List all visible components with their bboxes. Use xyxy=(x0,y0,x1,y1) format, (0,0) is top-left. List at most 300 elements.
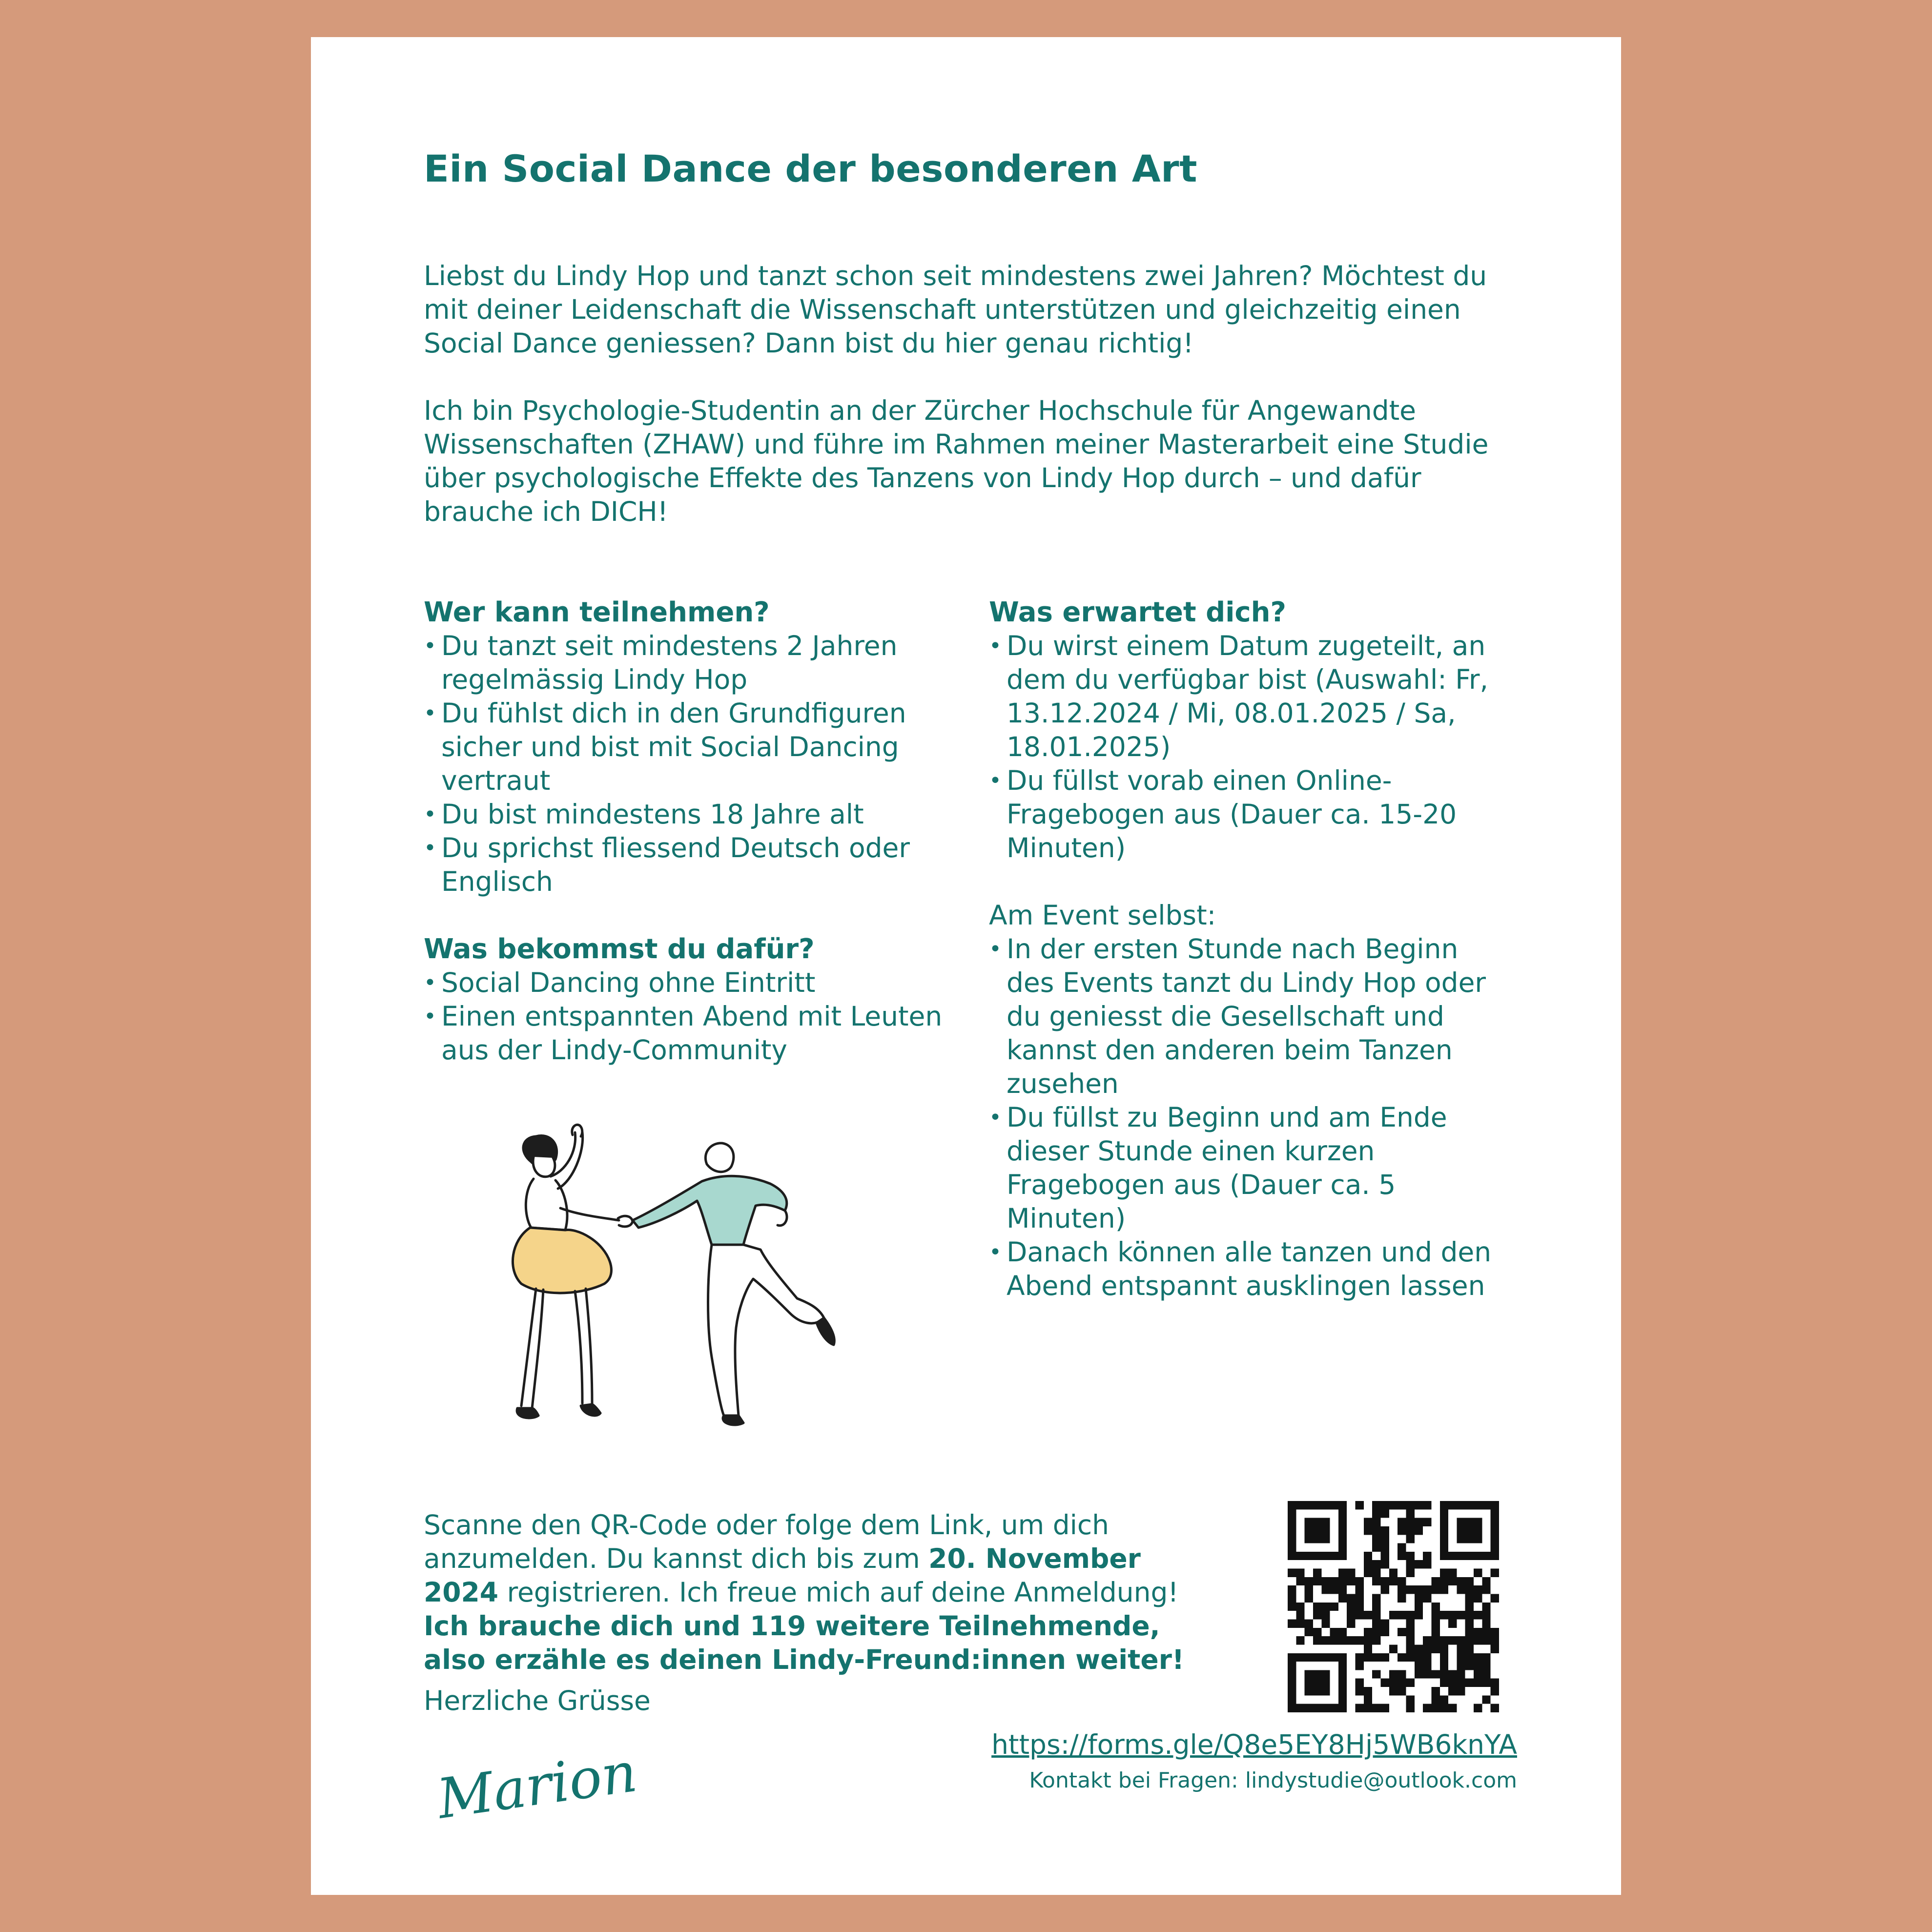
list-item: • Du fühlst dich in den Grundfiguren sicher und bist mit Social Dancing vertraut xyxy=(424,697,946,798)
qr-module xyxy=(1330,1552,1338,1560)
cta-bold: Ich brauche dich und 119 weitere Teilnehmende, also erzähle es deinen Lindy-Freund:innen weiter! xyxy=(424,1610,1184,1675)
qr-module xyxy=(1431,1603,1439,1611)
qr-module xyxy=(1482,1670,1490,1678)
qr-module xyxy=(1440,1543,1448,1552)
qr-module xyxy=(1398,1653,1406,1662)
qr-module xyxy=(1364,1687,1372,1695)
qr-module xyxy=(1313,1569,1321,1577)
qr-module xyxy=(1465,1653,1474,1662)
qr-module xyxy=(1330,1603,1338,1611)
signup-link[interactable]: https://forms.gle/Q8e5EY8Hj5WB6knYA xyxy=(991,1729,1517,1760)
qr-module xyxy=(1321,1670,1330,1678)
qr-module xyxy=(1338,1501,1347,1509)
qr-module xyxy=(1457,1577,1465,1585)
qr-module xyxy=(1398,1628,1406,1636)
qr-module xyxy=(1347,1569,1355,1577)
reward-list xyxy=(424,966,946,1067)
qr-module xyxy=(1406,1636,1414,1644)
qr-module xyxy=(1457,1636,1465,1644)
qr-module xyxy=(1465,1501,1474,1509)
qr-module xyxy=(1482,1611,1490,1619)
qr-module xyxy=(1321,1636,1330,1644)
qr-module xyxy=(1491,1679,1499,1687)
man-head xyxy=(705,1143,734,1172)
qr-module xyxy=(1313,1611,1321,1619)
qr-module xyxy=(1305,1594,1313,1603)
qr-module xyxy=(1406,1518,1414,1526)
qr-module xyxy=(1296,1577,1304,1585)
qr-module xyxy=(1305,1687,1313,1695)
qr-module xyxy=(1423,1585,1431,1594)
qr-module xyxy=(1338,1552,1347,1560)
qr-module xyxy=(1313,1687,1321,1695)
qr-module xyxy=(1347,1611,1355,1619)
qr-module xyxy=(1381,1509,1389,1518)
qr-module xyxy=(1372,1636,1380,1644)
qr-module xyxy=(1288,1552,1296,1560)
qr-module xyxy=(1398,1687,1406,1695)
qr-module xyxy=(1389,1679,1398,1687)
qr-module xyxy=(1338,1695,1347,1704)
qr-module xyxy=(1398,1577,1406,1585)
qr-code[interactable] xyxy=(1288,1501,1499,1712)
qr-module xyxy=(1338,1704,1347,1712)
qr-module xyxy=(1423,1670,1431,1678)
qr-module xyxy=(1372,1619,1380,1627)
qr-module xyxy=(1440,1670,1448,1678)
qr-module xyxy=(1330,1636,1338,1644)
qr-module xyxy=(1364,1611,1372,1619)
qr-module xyxy=(1482,1585,1490,1594)
qr-module xyxy=(1389,1569,1398,1577)
qr-module xyxy=(1474,1704,1482,1712)
qr-module xyxy=(1474,1611,1482,1619)
qr-module xyxy=(1338,1569,1347,1577)
qr-module xyxy=(1288,1670,1296,1678)
qr-module xyxy=(1398,1594,1406,1603)
joined-hands xyxy=(618,1216,633,1227)
man-hand-back xyxy=(778,1211,787,1226)
qr-module xyxy=(1372,1603,1380,1611)
qr-module xyxy=(1406,1628,1414,1636)
woman-hand-up xyxy=(572,1125,582,1136)
qr-module xyxy=(1356,1662,1364,1670)
qr-module xyxy=(1364,1636,1372,1644)
qr-module xyxy=(1288,1704,1296,1712)
qr-module xyxy=(1491,1636,1499,1644)
flyer-page xyxy=(311,37,1621,1895)
qr-module xyxy=(1338,1653,1347,1662)
qr-module xyxy=(1389,1644,1398,1653)
who-list xyxy=(424,629,946,899)
qr-module xyxy=(1389,1611,1398,1619)
qr-module xyxy=(1372,1560,1380,1568)
qr-module xyxy=(1356,1603,1364,1611)
qr-module xyxy=(1364,1704,1372,1712)
qr-module xyxy=(1381,1679,1389,1687)
qr-module xyxy=(1457,1585,1465,1594)
qr-module xyxy=(1431,1619,1439,1627)
qr-module xyxy=(1474,1501,1482,1509)
expect-list xyxy=(989,629,1511,865)
qr-module xyxy=(1440,1509,1448,1518)
qr-module xyxy=(1474,1552,1482,1560)
qr-module xyxy=(1338,1509,1347,1518)
qr-module xyxy=(1491,1552,1499,1560)
qr-module xyxy=(1381,1585,1389,1594)
woman-arm-out xyxy=(560,1208,619,1220)
qr-module xyxy=(1474,1585,1482,1594)
qr-module xyxy=(1296,1501,1304,1509)
qr-module xyxy=(1296,1552,1304,1560)
qr-module xyxy=(1313,1636,1321,1644)
signature-text: Marion xyxy=(433,1740,641,1831)
list-item: • Danach können alle tanzen und den Abend entspannt ausklingen lassen xyxy=(989,1235,1511,1303)
qr-module xyxy=(1321,1577,1330,1585)
qr-module xyxy=(1330,1577,1338,1585)
qr-module xyxy=(1288,1585,1296,1594)
qr-module xyxy=(1330,1653,1338,1662)
qr-module xyxy=(1482,1636,1490,1644)
qr-module xyxy=(1440,1552,1448,1560)
qr-module xyxy=(1313,1653,1321,1662)
cta-text-2: registrieren. Ich freue mich auf deine Anmeldung! xyxy=(507,1577,1179,1608)
qr-module xyxy=(1296,1636,1304,1644)
flyer-content xyxy=(424,146,1517,1831)
qr-module xyxy=(1482,1662,1490,1670)
qr-module xyxy=(1338,1526,1347,1535)
qr-module xyxy=(1305,1526,1313,1535)
qr-module xyxy=(1313,1628,1321,1636)
intro-paragraph-2: Ich bin Psychologie-Studentin an der Zürcher Hochschule für Angewandte Wissenschaften (ZHAW) und führe im Rahmen meiner Masterarbeit eine Studie über psychologische Effekte des Tanzens von Lindy Hop durch – und dafür brauche ich DICH! xyxy=(424,395,1489,527)
qr-module xyxy=(1398,1501,1406,1509)
qr-module xyxy=(1372,1594,1380,1603)
qr-module xyxy=(1474,1670,1482,1678)
qr-module xyxy=(1338,1670,1347,1678)
cta-deadline: 20. November 2024 xyxy=(424,1543,1141,1608)
qr-module xyxy=(1431,1687,1439,1695)
qr-module xyxy=(1474,1518,1482,1526)
qr-module xyxy=(1305,1501,1313,1509)
qr-module xyxy=(1423,1518,1431,1526)
qr-module xyxy=(1313,1552,1321,1560)
qr-module xyxy=(1398,1670,1406,1678)
qr-module xyxy=(1313,1501,1321,1509)
qr-module xyxy=(1448,1670,1457,1678)
qr-module xyxy=(1440,1695,1448,1704)
qr-module xyxy=(1491,1569,1499,1577)
qr-module xyxy=(1431,1644,1439,1653)
qr-module xyxy=(1321,1704,1330,1712)
qr-module xyxy=(1491,1594,1499,1603)
qr-module xyxy=(1482,1628,1490,1636)
qr-module xyxy=(1448,1552,1457,1560)
qr-module xyxy=(1474,1679,1482,1687)
qr-module xyxy=(1389,1577,1398,1585)
qr-module xyxy=(1491,1518,1499,1526)
qr-module xyxy=(1372,1518,1380,1526)
qr-module xyxy=(1330,1501,1338,1509)
qr-module xyxy=(1398,1611,1406,1619)
qr-module xyxy=(1440,1535,1448,1543)
qr-module xyxy=(1398,1585,1406,1594)
qr-module xyxy=(1364,1560,1372,1568)
qr-module xyxy=(1296,1569,1304,1577)
qr-module xyxy=(1381,1619,1389,1627)
qr-module xyxy=(1406,1695,1414,1704)
qr-module xyxy=(1415,1644,1423,1653)
qr-module xyxy=(1457,1526,1465,1535)
qr-module xyxy=(1440,1526,1448,1535)
qr-module xyxy=(1406,1569,1414,1577)
qr-module xyxy=(1398,1518,1406,1526)
qr-module xyxy=(1321,1501,1330,1509)
qr-module xyxy=(1406,1704,1414,1712)
qr-module xyxy=(1440,1501,1448,1509)
qr-module xyxy=(1398,1552,1406,1560)
event-heading: Am Event selbst: xyxy=(989,900,1216,931)
qr-module xyxy=(1381,1653,1389,1662)
qr-module xyxy=(1305,1679,1313,1687)
qr-module xyxy=(1465,1594,1474,1603)
qr-module xyxy=(1313,1535,1321,1543)
qr-module xyxy=(1372,1526,1380,1535)
qr-module xyxy=(1465,1603,1474,1611)
qr-module xyxy=(1372,1653,1380,1662)
qr-module xyxy=(1356,1594,1364,1603)
qr-module xyxy=(1465,1552,1474,1560)
qr-module xyxy=(1364,1518,1372,1526)
qr-module xyxy=(1347,1594,1355,1603)
qr-module xyxy=(1457,1670,1465,1678)
qr-module xyxy=(1457,1611,1465,1619)
qr-module xyxy=(1457,1644,1465,1653)
list-item: • Du tanzt seit mindestens 2 Jahren regelmässig Lindy Hop xyxy=(424,629,946,697)
qr-module xyxy=(1381,1560,1389,1568)
qr-module xyxy=(1474,1535,1482,1543)
qr-module xyxy=(1381,1577,1389,1585)
qr-module xyxy=(1491,1687,1499,1695)
qr-module xyxy=(1431,1695,1439,1704)
qr-module xyxy=(1448,1611,1457,1619)
qr-module xyxy=(1381,1628,1389,1636)
qr-module xyxy=(1398,1679,1406,1687)
qr-module xyxy=(1406,1560,1414,1568)
qr-module xyxy=(1431,1611,1439,1619)
qr-module xyxy=(1406,1679,1414,1687)
qr-module xyxy=(1474,1594,1482,1603)
qr-module xyxy=(1431,1628,1439,1636)
qr-module xyxy=(1321,1585,1330,1594)
qr-module xyxy=(1288,1509,1296,1518)
qr-module xyxy=(1465,1526,1474,1535)
qr-module xyxy=(1491,1509,1499,1518)
qr-module xyxy=(1347,1577,1355,1585)
qr-module xyxy=(1465,1535,1474,1543)
qr-module xyxy=(1305,1518,1313,1526)
reward-heading: Was bekommst du dafür? xyxy=(424,933,815,965)
qr-module xyxy=(1372,1704,1380,1712)
cta-text-1: Scanne den QR-Code oder folge dem Link, um dich anzumelden. Du kannst dich bis zum xyxy=(424,1509,1110,1574)
qr-module xyxy=(1491,1543,1499,1552)
qr-module xyxy=(1364,1526,1372,1535)
man-trousers xyxy=(708,1245,824,1416)
qr-module xyxy=(1381,1543,1389,1552)
qr-module xyxy=(1356,1577,1364,1585)
qr-module xyxy=(1474,1628,1482,1636)
qr-module xyxy=(1389,1687,1398,1695)
qr-module xyxy=(1313,1603,1321,1611)
woman-leg-left xyxy=(521,1289,543,1408)
qr-module xyxy=(1305,1577,1313,1585)
qr-module xyxy=(1356,1585,1364,1594)
qr-module xyxy=(1338,1636,1347,1644)
woman-torso xyxy=(526,1179,567,1230)
qr-module xyxy=(1482,1552,1490,1560)
qr-module xyxy=(1465,1628,1474,1636)
qr-module xyxy=(1406,1535,1414,1543)
qr-module xyxy=(1330,1704,1338,1712)
qr-module xyxy=(1288,1619,1296,1627)
qr-module xyxy=(1305,1628,1313,1636)
qr-module xyxy=(1465,1577,1474,1585)
qr-module xyxy=(1321,1552,1330,1560)
qr-module xyxy=(1288,1687,1296,1695)
qr-module xyxy=(1474,1653,1482,1662)
qr-module xyxy=(1356,1611,1364,1619)
qr-module xyxy=(1338,1535,1347,1543)
woman-skirt xyxy=(513,1228,611,1293)
qr-module xyxy=(1313,1577,1321,1585)
qr-module xyxy=(1321,1679,1330,1687)
list-item: • Social Dancing ohne Eintritt xyxy=(424,966,946,1000)
qr-module xyxy=(1406,1526,1414,1535)
qr-module xyxy=(1423,1653,1431,1662)
qr-module xyxy=(1465,1619,1474,1627)
qr-module xyxy=(1305,1653,1313,1662)
qr-module xyxy=(1465,1585,1474,1594)
qr-module xyxy=(1491,1628,1499,1636)
qr-module xyxy=(1457,1518,1465,1526)
qr-module xyxy=(1406,1585,1414,1594)
qr-module xyxy=(1406,1653,1414,1662)
qr-module xyxy=(1474,1636,1482,1644)
page-title: Ein Social Dance der besonderen Art xyxy=(424,147,1197,190)
qr-module xyxy=(1338,1628,1347,1636)
qr-module xyxy=(1415,1611,1423,1619)
qr-module xyxy=(1381,1552,1389,1560)
qr-module xyxy=(1338,1679,1347,1687)
list-item: • Du füllst zu Beginn und am Ende dieser Stunde einen kurzen Fragebogen aus (Dauer ca. 5 Minuten) xyxy=(989,1101,1511,1235)
qr-module xyxy=(1440,1518,1448,1526)
qr-module xyxy=(1448,1704,1457,1712)
qr-module xyxy=(1415,1603,1423,1611)
qr-module xyxy=(1448,1569,1457,1577)
list-item: • Du wirst einem Datum zugeteilt, an dem du verfügbar bist (Auswahl: Fr, 13.12.2024 / Mi, 08.01.2025 / Sa, 18.01.2025) xyxy=(989,629,1511,764)
qr-module xyxy=(1364,1569,1372,1577)
qr-module xyxy=(1423,1644,1431,1653)
expect-heading: Was erwartet dich? xyxy=(989,596,1286,628)
list-item: • Du bist mindestens 18 Jahre alt xyxy=(424,798,946,831)
qr-module xyxy=(1296,1603,1304,1611)
dancers-illustration xyxy=(473,1123,902,1494)
qr-module xyxy=(1440,1636,1448,1644)
qr-module xyxy=(1305,1619,1313,1627)
qr-module xyxy=(1440,1679,1448,1687)
qr-module xyxy=(1415,1526,1423,1535)
qr-module xyxy=(1415,1653,1423,1662)
signature xyxy=(433,1740,641,1845)
qr-module xyxy=(1305,1552,1313,1560)
qr-module xyxy=(1288,1662,1296,1670)
qr-module xyxy=(1482,1679,1490,1687)
qr-module xyxy=(1457,1662,1465,1670)
man-shirt xyxy=(633,1176,787,1245)
qr-module xyxy=(1482,1619,1490,1627)
qr-module xyxy=(1381,1526,1389,1535)
qr-module xyxy=(1321,1619,1330,1627)
qr-module xyxy=(1296,1704,1304,1712)
qr-module xyxy=(1372,1628,1380,1636)
qr-module xyxy=(1338,1594,1347,1603)
qr-module xyxy=(1288,1535,1296,1543)
qr-module xyxy=(1313,1704,1321,1712)
qr-module xyxy=(1406,1611,1414,1619)
qr-module xyxy=(1296,1653,1304,1662)
qr-module xyxy=(1440,1653,1448,1662)
qr-module xyxy=(1491,1535,1499,1543)
qr-module xyxy=(1415,1518,1423,1526)
qr-module xyxy=(1313,1679,1321,1687)
qr-module xyxy=(1406,1552,1414,1560)
qr-module xyxy=(1448,1619,1457,1627)
qr-module xyxy=(1305,1535,1313,1543)
qr-module xyxy=(1423,1501,1431,1509)
event-list xyxy=(989,932,1511,1303)
cta-paragraph xyxy=(424,1508,1195,1677)
left-column xyxy=(424,596,946,1067)
qr-module xyxy=(1415,1560,1423,1568)
qr-module xyxy=(1381,1704,1389,1712)
qr-module xyxy=(1330,1628,1338,1636)
qr-module xyxy=(1398,1543,1406,1552)
qr-module xyxy=(1431,1636,1439,1644)
qr-module xyxy=(1406,1501,1414,1509)
qr-module xyxy=(1423,1704,1431,1712)
qr-module xyxy=(1364,1653,1372,1662)
qr-module xyxy=(1321,1526,1330,1535)
qr-module xyxy=(1372,1577,1380,1585)
qr-module xyxy=(1364,1552,1372,1560)
qr-module xyxy=(1406,1619,1414,1627)
contact-info: Kontakt bei Fragen: lindystudie@outlook.com xyxy=(1029,1768,1517,1793)
qr-module xyxy=(1321,1535,1330,1543)
qr-module xyxy=(1457,1535,1465,1543)
qr-module xyxy=(1465,1644,1474,1653)
qr-module xyxy=(1364,1695,1372,1704)
qr-module xyxy=(1465,1679,1474,1687)
qr-module xyxy=(1482,1653,1490,1662)
qr-module xyxy=(1372,1611,1380,1619)
woman-head xyxy=(533,1157,555,1177)
qr-module xyxy=(1288,1653,1296,1662)
qr-module xyxy=(1338,1577,1347,1585)
qr-module xyxy=(1288,1518,1296,1526)
qr-module xyxy=(1440,1577,1448,1585)
qr-module xyxy=(1423,1662,1431,1670)
qr-module xyxy=(1448,1501,1457,1509)
qr-module xyxy=(1321,1603,1330,1611)
